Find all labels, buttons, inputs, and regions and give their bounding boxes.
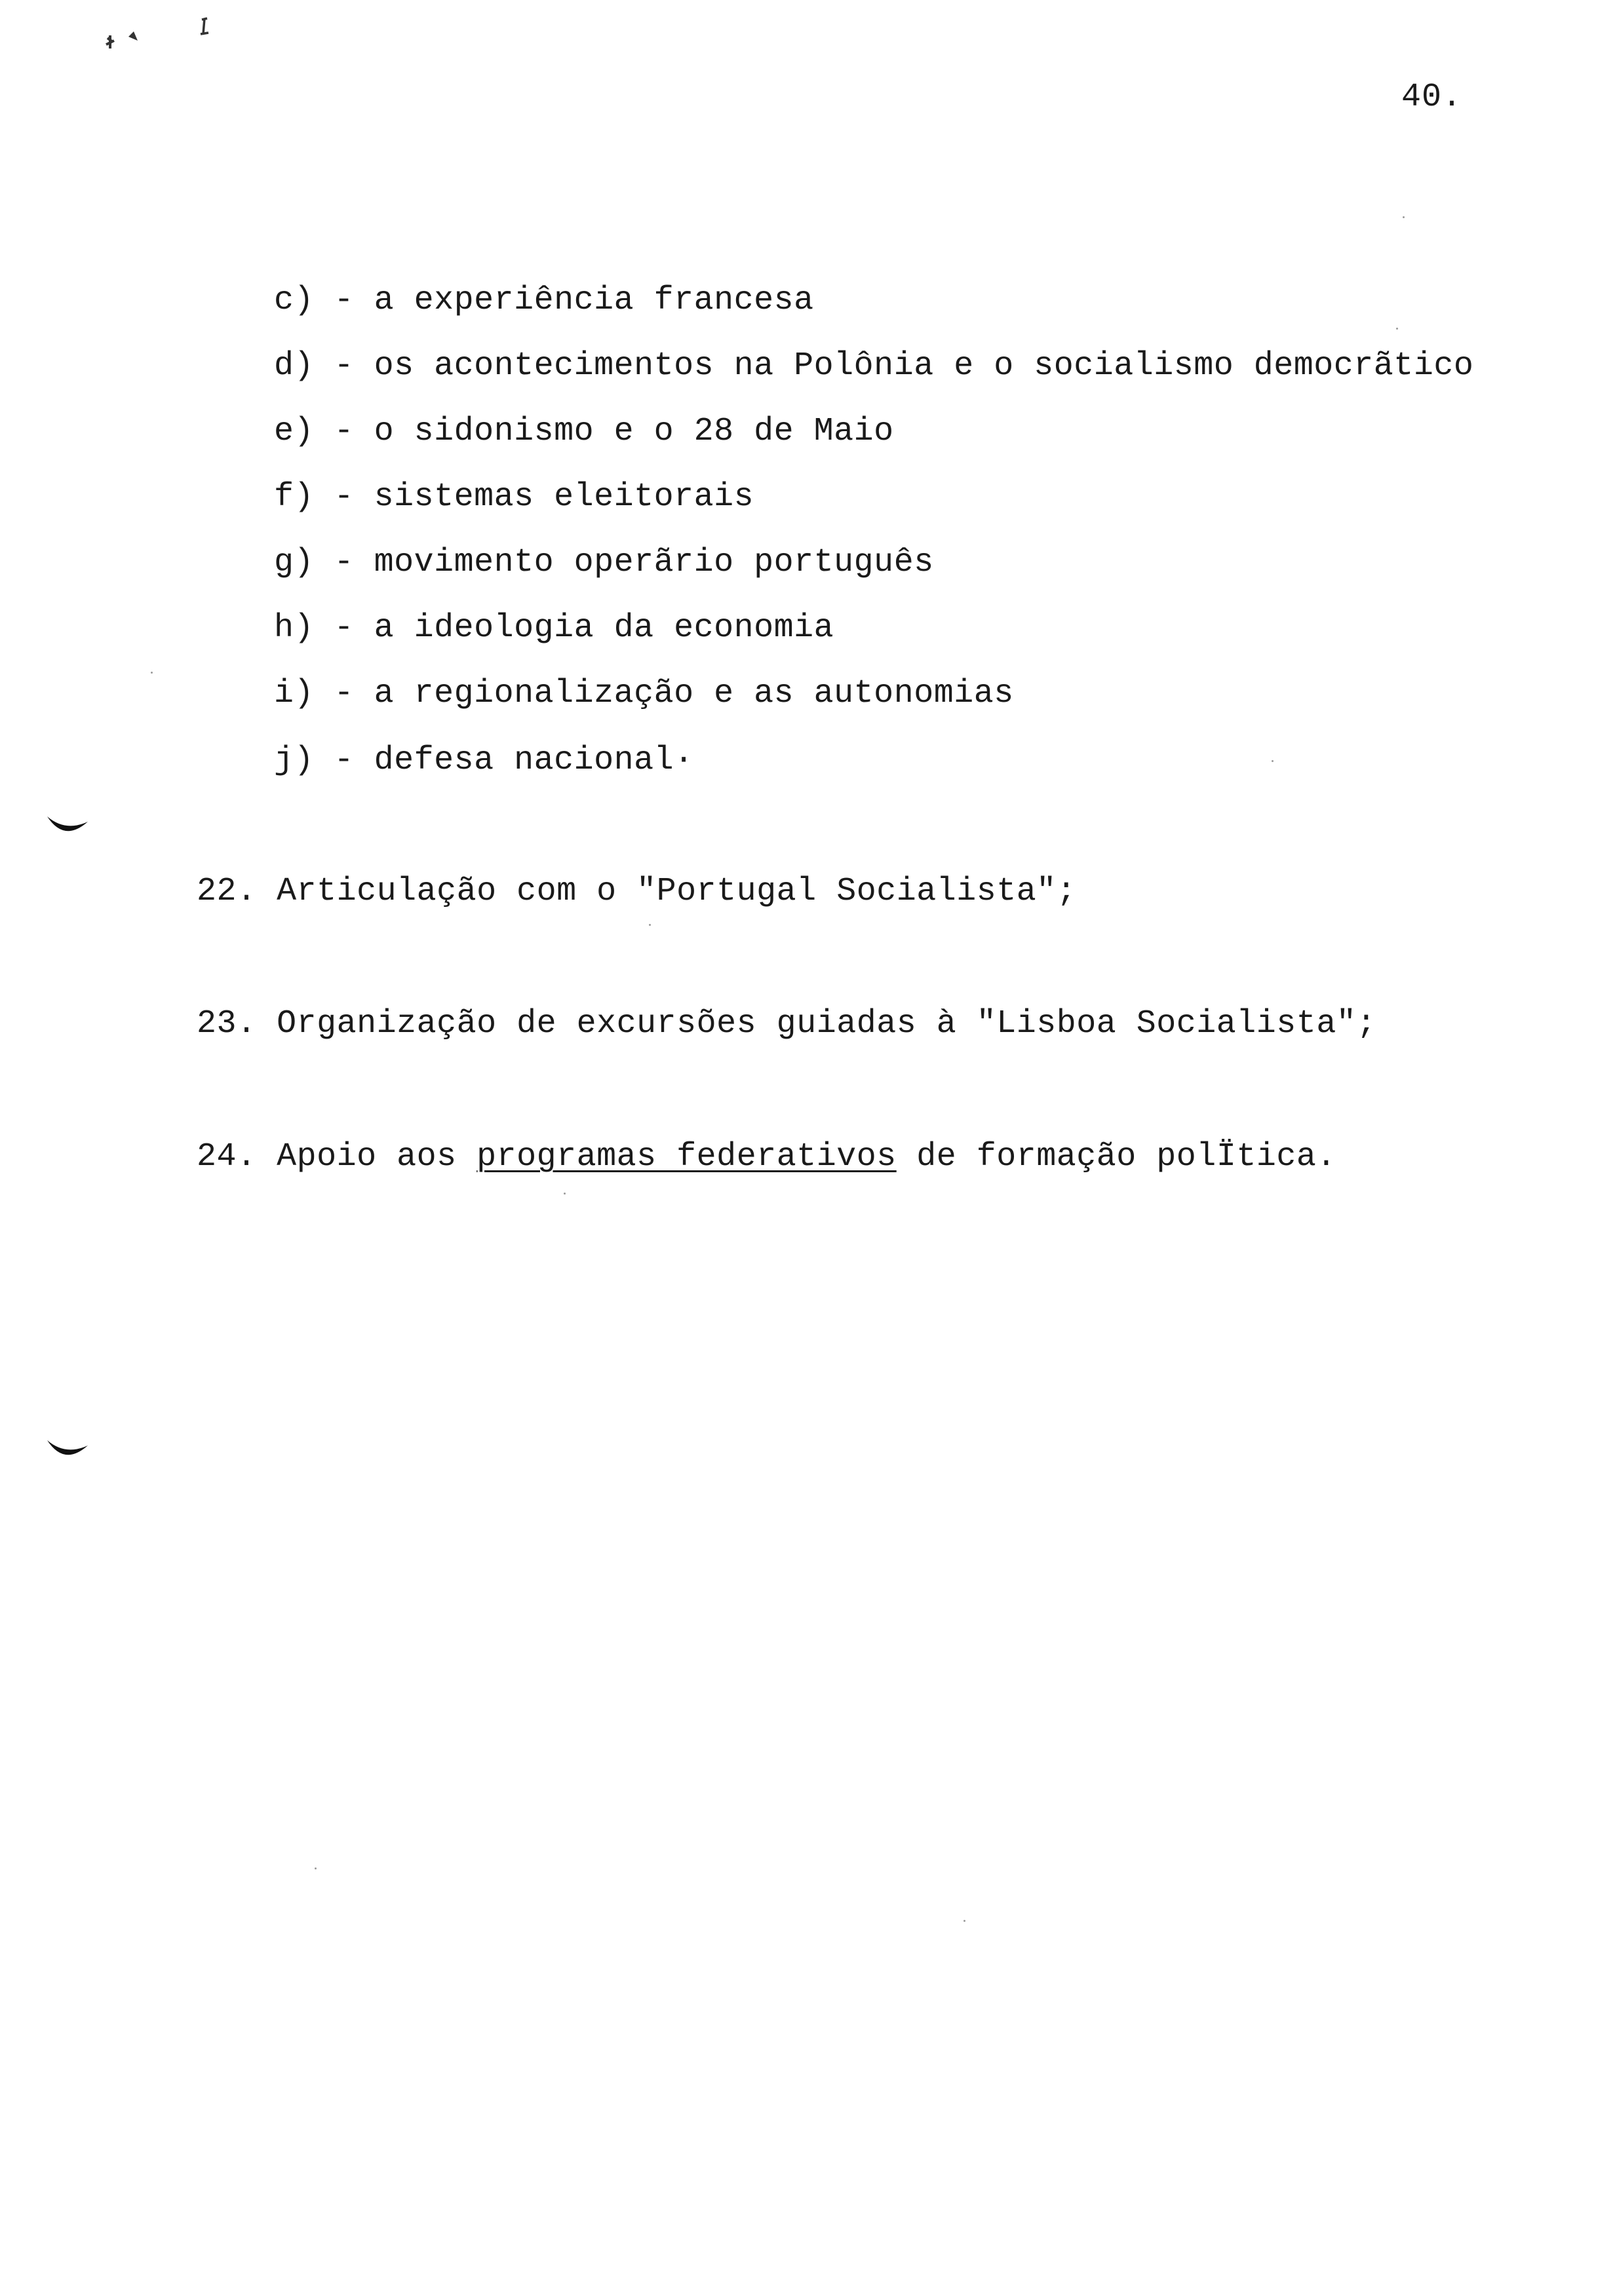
list-item: j) - defesa nacional· [274, 742, 694, 779]
scan-speck [963, 1920, 965, 1922]
item-label: h) [274, 609, 315, 647]
item-number: 23. [197, 1005, 257, 1043]
list-item: f) - sistemas eleitorais [274, 478, 754, 516]
item-text: movimento operãrio português [374, 544, 934, 581]
numbered-item [117, 968, 1376, 1080]
punch-hole-arc-icon [45, 1436, 90, 1463]
item-text: Organização de excursões guiadas à "Lisboa Socialista"; [277, 1005, 1376, 1043]
scan-speck [1403, 216, 1405, 218]
item-label: j) [274, 742, 315, 779]
page-number: 40. [1401, 79, 1463, 116]
scan-speck [151, 672, 153, 674]
item-text: o sidonismo e o 28 de Maio [374, 413, 894, 450]
list-item: c) - a experiência francesa [274, 282, 814, 319]
scan-speck [315, 1867, 317, 1869]
list-item: h) - a ideologia da economia [274, 609, 834, 647]
item-text: sistemas eleitorais [374, 478, 754, 516]
underlined-phrase: programas federativos [477, 1138, 897, 1176]
item-number: 22. [197, 873, 257, 910]
list-item: e) - o sidonismo e o 28 de Maio [274, 413, 894, 450]
item-number: 24. [197, 1138, 257, 1176]
item-label: c) [274, 282, 315, 319]
item-text-after: de formação polÏtica. [896, 1138, 1336, 1176]
punch-hole-arc-icon [45, 813, 90, 839]
item-text-before: Apoio aos [277, 1138, 477, 1176]
list-item: g) - movimento operãrio português [274, 544, 934, 581]
item-label: g) [274, 544, 315, 581]
item-label: e) [274, 413, 315, 450]
numbered-item [117, 835, 1076, 947]
scribble-marks-icon [105, 12, 223, 51]
item-text: a regionalização e as autonomias [374, 675, 1014, 712]
scan-speck [649, 924, 651, 926]
item-text: Articulação com o "Portugal Socialista"; [277, 873, 1077, 910]
item-text: a experiência francesa [374, 282, 814, 319]
scan-speck [564, 1193, 566, 1195]
scan-speck [1272, 760, 1274, 762]
item-text: defesa nacional· [374, 742, 694, 779]
numbered-item [117, 1101, 1336, 1213]
item-label: d) [274, 347, 315, 385]
list-item: i) - a regionalização e as autonomias [274, 675, 1014, 712]
scan-speck [1396, 328, 1398, 330]
list-item: d) - os acontecimentos na Polônia e o socialismo democrãtico [274, 347, 1474, 385]
item-text: os acontecimentos na Polônia e o socialismo democrãtico [374, 347, 1474, 385]
item-text: a ideologia da economia [374, 609, 834, 647]
item-label: f) [274, 478, 315, 516]
item-label: i) [274, 675, 315, 712]
